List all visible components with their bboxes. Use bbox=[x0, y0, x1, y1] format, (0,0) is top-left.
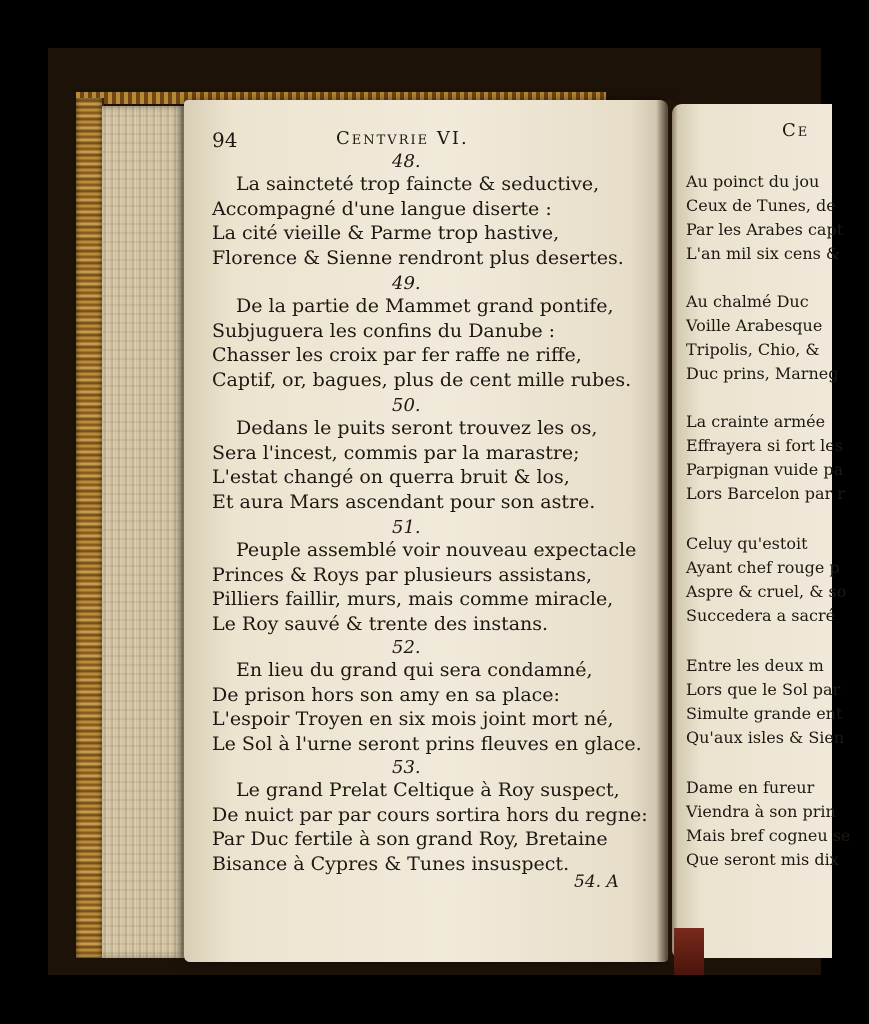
verse-line: En lieu du grand qui sera condamné, bbox=[236, 659, 593, 681]
verse-line: Entre les deux m bbox=[686, 656, 824, 675]
verse-line: De prison hors son amy en sa place: bbox=[212, 683, 560, 706]
verse-line: Que seront mis dix bbox=[686, 850, 839, 869]
verse-line: Au chalmé Duc bbox=[686, 292, 809, 311]
verse-line: Voille Arabesque bbox=[686, 316, 823, 335]
verse-line: L'an mil six cens & bbox=[686, 244, 841, 263]
quatrain-number: 50. bbox=[392, 395, 421, 416]
verse-line: Florence & Sienne rendront plus desertes. bbox=[212, 246, 624, 269]
verse-line: Celuy qu'estoit bbox=[686, 534, 808, 553]
verse-line: Succedera a sacré bbox=[686, 606, 836, 625]
verse-line: Le Sol à l'urne seront prins fleuves en glace. bbox=[212, 732, 642, 755]
verse-line: La saincteté trop faincte & seductive, bbox=[236, 173, 600, 195]
verse-line: Aspre & cruel, & so bbox=[686, 582, 847, 601]
quatrain-52 bbox=[212, 638, 642, 756]
gilded-binding-spine bbox=[76, 98, 104, 958]
verse-line: Dedans le puits seront trouvez les os, bbox=[236, 417, 598, 439]
verse-line: Lors que le Sol par bbox=[686, 680, 841, 699]
verse-line: Simulte grande ent bbox=[686, 704, 843, 723]
quatrain-48 bbox=[212, 152, 624, 270]
bookmark-ribbon bbox=[674, 928, 704, 975]
verse-line: De la partie de Mammet grand pontife, bbox=[236, 295, 614, 317]
verse-line: Princes & Roys par plusieurs assistans, bbox=[212, 563, 592, 586]
quatrain-49 bbox=[212, 274, 631, 392]
page-number: 94 bbox=[212, 128, 238, 152]
verse-line: Accompagné d'une langue diserte : bbox=[212, 197, 552, 220]
verse-line: Effrayera si fort les bbox=[686, 436, 843, 455]
verse-line: Duc prins, Marneg bbox=[686, 364, 839, 383]
verse-line: Le grand Prelat Celtique à Roy suspect, bbox=[236, 779, 620, 801]
verse-line: La cité vieille & Parme trop hastive, bbox=[212, 222, 560, 244]
quatrain-50 bbox=[212, 396, 597, 514]
verse-line: Bisance à Cypres & Tunes insuspect. bbox=[212, 852, 570, 875]
quatrain-number: 48. bbox=[392, 151, 421, 172]
catchword: 54. A bbox=[574, 872, 619, 892]
verse-line: La crainte armée bbox=[686, 412, 826, 431]
verse-line: Au poinct du jou bbox=[686, 172, 820, 191]
quatrain-51 bbox=[212, 518, 636, 636]
verse-line: Chasser les croix par fer raffe ne riffe, bbox=[212, 344, 582, 366]
right-running-title: Ce bbox=[782, 120, 810, 141]
verse-line: Sera l'incest, commis par la marastre; bbox=[212, 441, 580, 464]
verse-line: Par les Arabes capt bbox=[686, 220, 844, 239]
verse-line: Dame en fureur bbox=[686, 778, 815, 797]
right-page-text bbox=[672, 120, 851, 910]
verse-line: L'estat changé on querra bruit & los, bbox=[212, 466, 570, 488]
verse-line: Subjuguera les confins du Danube : bbox=[212, 319, 556, 342]
quatrain-number: 53. bbox=[392, 757, 421, 778]
verse-line: Peuple assemblé voir nouveau expectacle bbox=[236, 539, 637, 561]
verse-line: Par Duc fertile à son grand Roy, Bretaine bbox=[212, 828, 608, 850]
verse-line: Ayant chef rouge p bbox=[686, 558, 840, 577]
verse-line: De nuict par par cours sortira hors du regne: bbox=[212, 803, 648, 826]
page-stack-edges bbox=[102, 106, 184, 958]
verse-line: Viendra à son prin bbox=[686, 802, 836, 821]
verse-line: Captif, or, bagues, plus de cent mille rubes. bbox=[212, 368, 632, 391]
verse-line: Le Roy sauvé & trente des instans. bbox=[212, 612, 549, 635]
verse-line: Mais bref cogneu se bbox=[686, 826, 851, 845]
verse-line: L'espoir Troyen en six mois joint mort né, bbox=[212, 708, 614, 730]
quatrain-number: 49. bbox=[392, 273, 421, 294]
verse-line: Ceux de Tunes, de bbox=[686, 196, 836, 215]
verse-line: Parpignan vuide pa bbox=[686, 460, 844, 479]
verse-line: Pilliers faillir, murs, mais comme miracle, bbox=[212, 588, 614, 610]
verse-line: Et aura Mars ascendant pour son astre. bbox=[212, 490, 596, 513]
quatrain-number: 51. bbox=[392, 517, 421, 538]
running-title: Centvrie VI. bbox=[336, 128, 469, 149]
quatrain-53 bbox=[212, 758, 648, 876]
quatrain-number: 52. bbox=[392, 637, 421, 658]
verse-line: Qu'aux isles & Sien bbox=[686, 728, 845, 747]
verse-line: Tripolis, Chio, & bbox=[686, 340, 820, 359]
verse-line: Lors Barcelon par r bbox=[686, 484, 845, 503]
